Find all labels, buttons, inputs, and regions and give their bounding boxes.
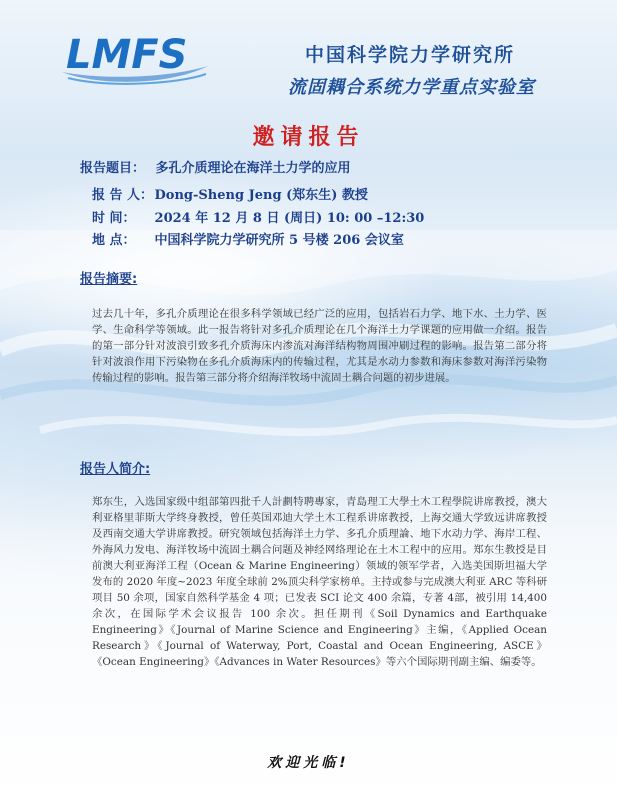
- topic-label: 报告题目：: [80, 161, 146, 176]
- bio-heading: 报告人简介:: [80, 462, 151, 477]
- org-name-line1: 中国科学院力学研究所: [305, 44, 516, 66]
- info-speaker: [92, 184, 368, 203]
- info-value: Dong-Sheng Jeng (郑东生) 教授: [154, 188, 368, 203]
- topic-value: 多孔介质理论在海洋土力学的应用: [155, 161, 351, 176]
- info-value: 中国科学院力学研究所 5 号楼 206 会议室: [154, 233, 404, 248]
- info-label: 报 告 人：: [92, 188, 154, 203]
- abstract-text: 过去几十年，多孔介质理论在很多科学领域已经广泛的应用，包括岩石力学、地下水、土力学、医学、生命科学等领域。此一报告将针对多孔介质理论在几个海洋土力学课题的应用做一介绍。报告的第一部分针对波浪引致多孔介质海床内渗流对海洋结构物周围冲刷过程的影响。报告第二部分将针对波浪作用下污染物在多孔介质海床内的传输过程，尤其是水动力参数和海床参数对海洋污染物传输过程的影响。报告第三部分将介绍海洋牧场中流固土耦合问题的初步进展。: [92, 308, 547, 384]
- abstract-heading: 报告摘要:: [80, 272, 138, 287]
- topic-line: [80, 157, 351, 176]
- lmfs-logo: [58, 28, 210, 86]
- org-name-line2: 流固耦合系统力学重点实验室: [288, 77, 535, 98]
- info-time: [92, 207, 424, 226]
- info-value: 2024 年 12 月 8 日 (周日) 10: 00 –12:30: [154, 211, 425, 226]
- info-location: [92, 229, 404, 248]
- bio-text: 郑东生，入选国家级中组部第四批千人計劃特聘專家，青島理工大學土木工程學院讲席教授，澳大利亚格里菲斯大学终身教授，曾任英国邓迪大学土木工程系讲席教授，上海交通大学致远讲席教授及西南交通大学讲席教授。研究领域包括海洋土力学、多孔介质理論、地下水动力学、海岸工程、外海风力发电、海洋牧场中流固土耦合问题及神经网络理论在土木工程中的应用。郑东生教授是目前澳大利亚海洋工程（Ocean & Marine Engineering）领域的领军学者，入选美国斯坦福大学发布的 2020 年度~2023 年度全球前 2%顶尖科学家榜单。主持或参与完成澳大利亚 ARC 等科研项目 50 余项，国家自然科学基金 4 项；已发表 SCI 论文 400 余篇，专著 4部，被引用 14,400 余次，在国际学术会议报告 100 余次。担任期刊《Soil Dynamics and Earthquake Engineering》《Journal of Marine Science and Engineering》主编，《Applied Ocean Research》《Journal of Waterway, Port, Coastal and Ocean Engineering, ASCE》《Ocean Engineering》《Advances in Water Resources》等六个国际期刊副主编、编委等。: [92, 496, 547, 668]
- logo-text: LMFS: [66, 32, 188, 78]
- header: [0, 0, 617, 110]
- info-label: 地 点：: [92, 233, 136, 248]
- page-title: 邀请报告: [252, 125, 365, 150]
- welcome-text: 欢迎光临!: [267, 755, 350, 771]
- info-label: 时 间：: [92, 211, 136, 226]
